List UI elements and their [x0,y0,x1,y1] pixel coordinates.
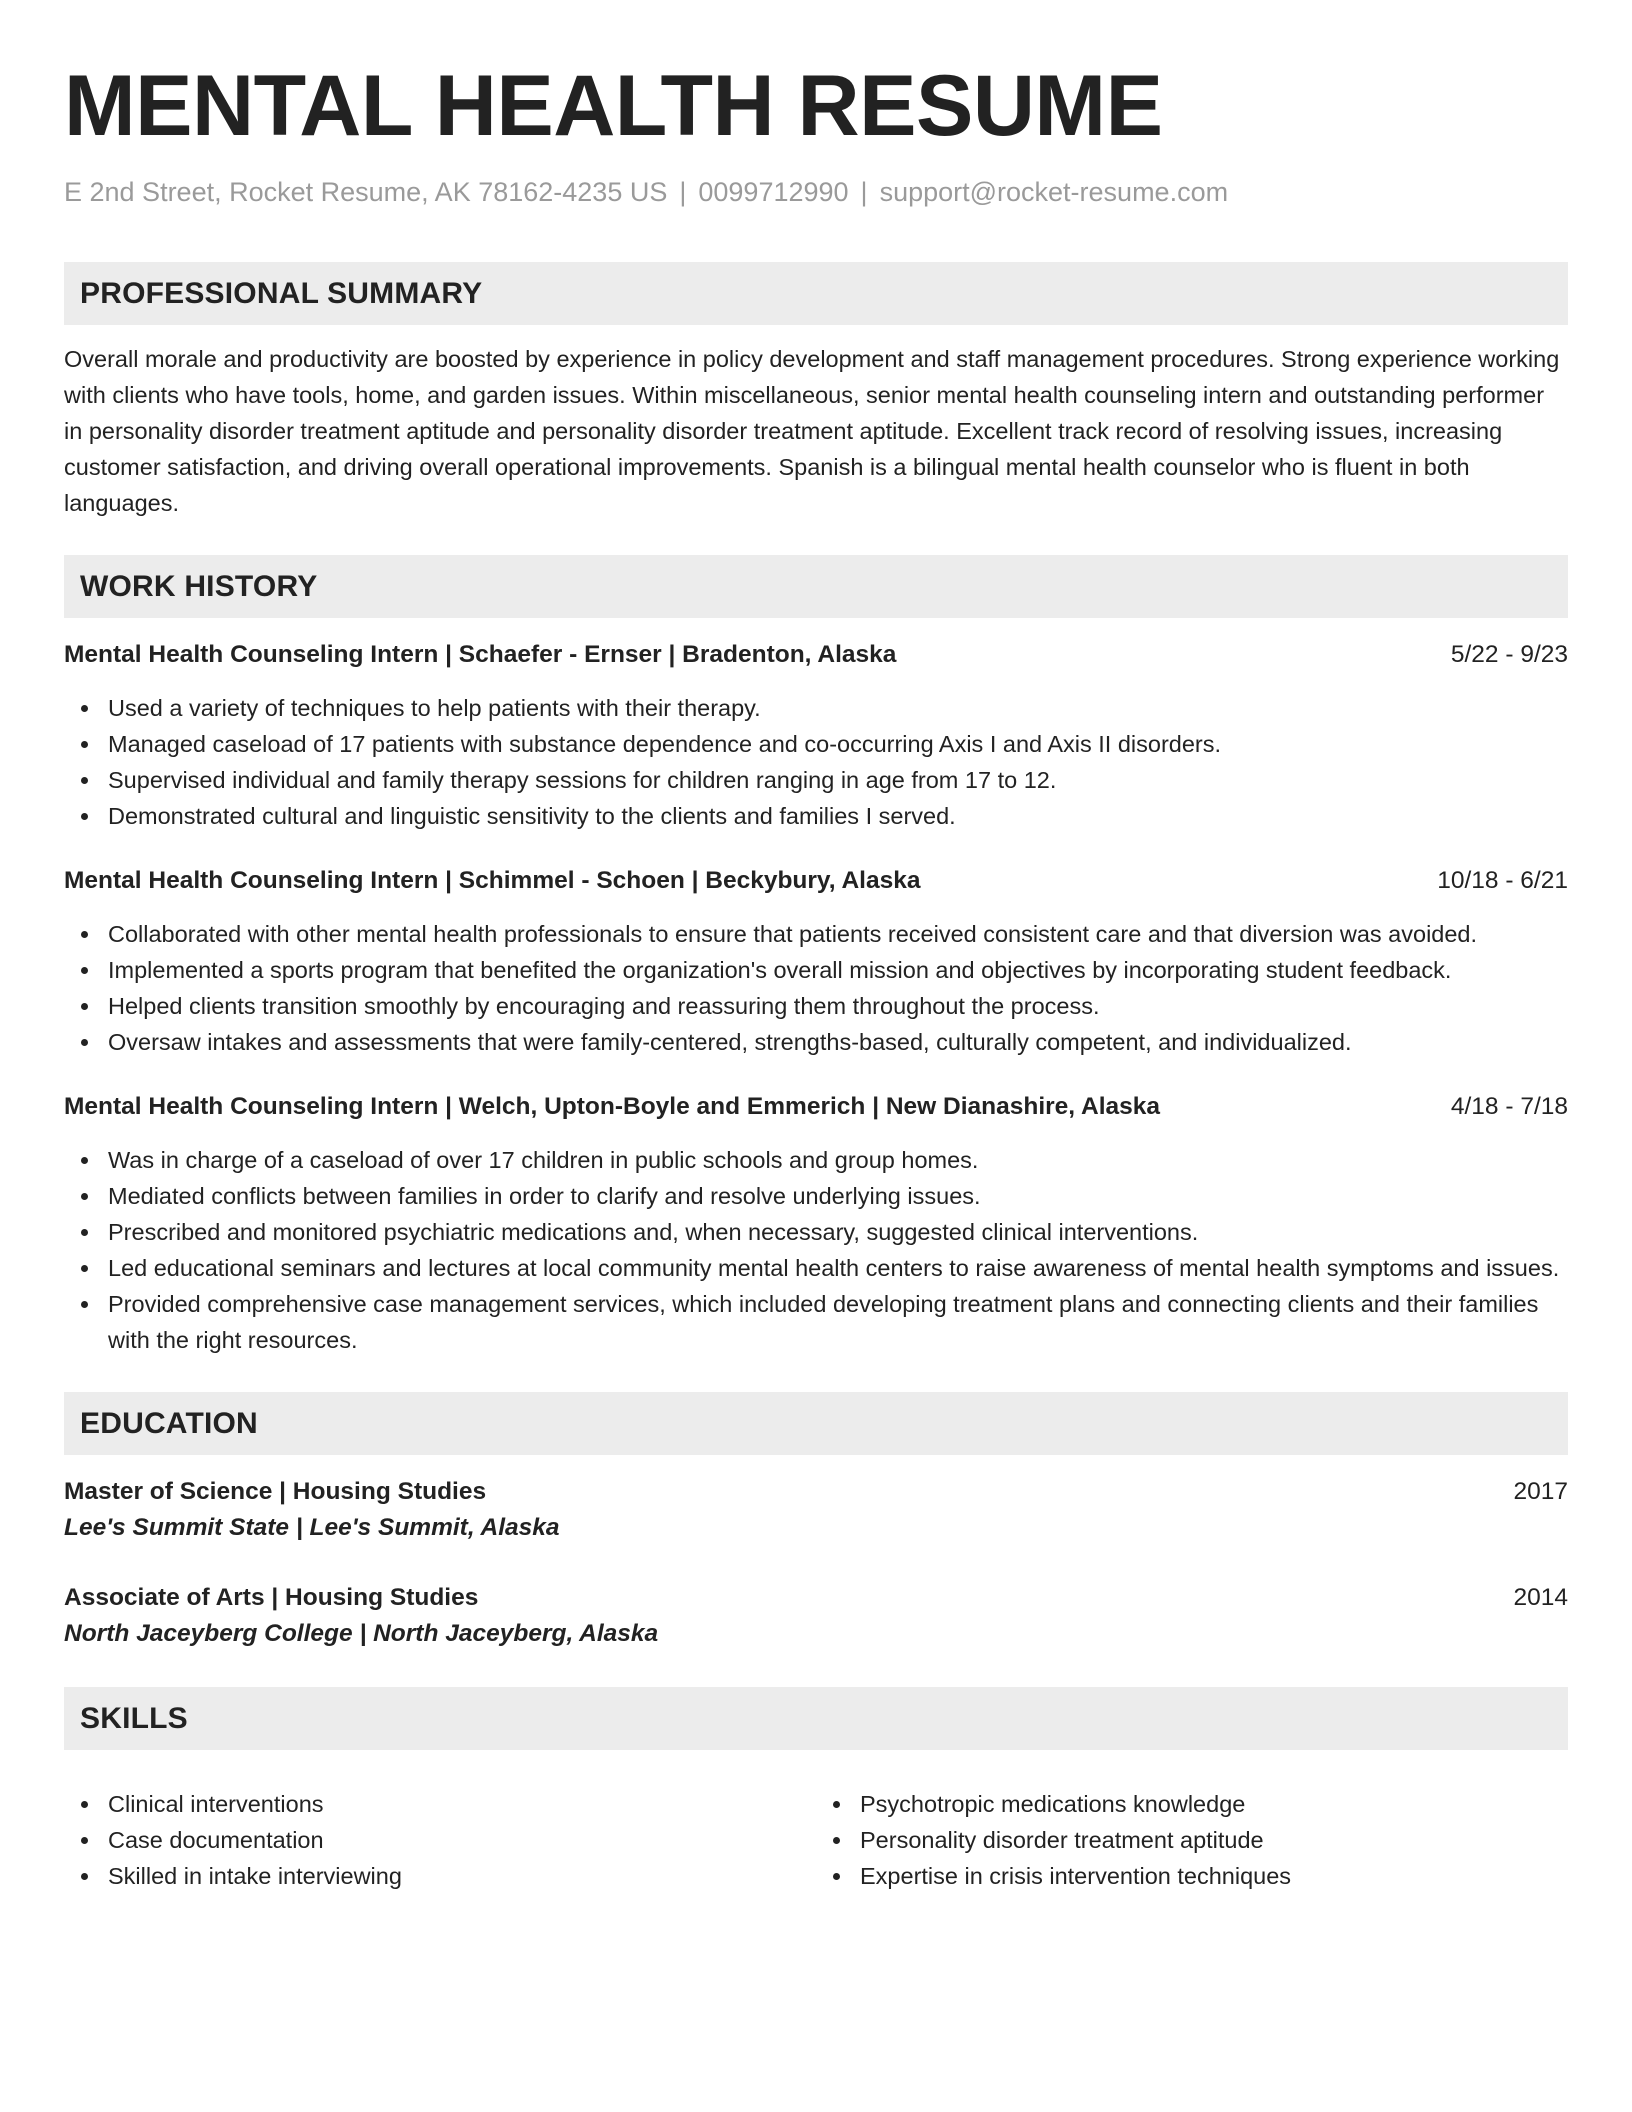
contact-separator: | [860,177,868,207]
job-dates: 10/18 - 6/21 [1437,867,1568,894]
list-item: Mediated conflicts between families in order to clarify and resolve underlying issues. [64,1178,1568,1214]
list-item: Demonstrated cultural and linguistic sensitivity to the clients and families I served. [64,798,1568,834]
contact-address: E 2nd Street, Rocket Resume, AK 78162-4235 US [64,177,668,207]
list-item: Used a variety of techniques to help patients with their therapy. [64,690,1568,726]
job-header [64,1090,1568,1124]
education-header [64,1475,1568,1509]
list-item: Implemented a sports program that benefited the organization's overall mission and objectives by incorporating student feedback. [64,952,1568,988]
skills-column-left [64,1786,816,1894]
education-year: 2014 [1513,1584,1568,1611]
job-dates: 4/18 - 7/18 [1450,1093,1568,1120]
list-item: Was in charge of a caseload of over 17 children in public schools and group homes. [64,1142,1568,1178]
job-bullets [64,690,1568,834]
list-item: Prescribed and monitored psychiatric medications and, when necessary, suggested clinical interventions. [64,1214,1568,1250]
section-header-summary: PROFESSIONAL SUMMARY [64,262,1568,325]
education-year: 2017 [1513,1478,1568,1505]
education-school: Lee's Summit State | Lee's Summit, Alaska [64,1514,560,1541]
job-bullets [64,916,1568,1060]
list-item: Case documentation [64,1822,816,1858]
summary-text: Overall morale and productivity are boosted by experience in policy development and staff management procedures. Strong experience working with clients who have tools, home, and garden issues. Within miscellaneous, senior mental health counseling intern and outstanding performer in personality disorder treatment aptitude and personality disorder treatment aptitude. Excellent track record of resolving issues, increasing customer satisfaction, and driving overall operational improvements. Spanish is a bilingual mental health counselor who is fluent in both languages. [64,346,1560,516]
list-item: Helped clients transition smoothly by encouraging and reassuring them throughout the process. [64,988,1568,1024]
job-bullets [64,1142,1568,1358]
job-header [64,638,1568,672]
contact-phone: 0099712990 [698,177,849,207]
education-degree: Associate of Arts | Housing Studies [64,1584,479,1611]
education-school: North Jaceyberg College | North Jaceyberg, Alaska [64,1620,659,1647]
job-entry [64,1090,1568,1358]
job-dates: 5/22 - 9/23 [1450,641,1568,668]
list-item: Clinical interventions [64,1786,816,1822]
list-item: Psychotropic medications knowledge [816,1786,1568,1822]
section-header-education: EDUCATION [64,1392,1568,1455]
list-item: Oversaw intakes and assessments that were family-centered, strengths-based, culturally competent, and individualized. [64,1024,1568,1060]
contact-separator: | [679,177,687,207]
list-item: Provided comprehensive case management services, which included developing treatment plans and connecting clients and their families with the right resources. [64,1286,1568,1358]
education-degree: Master of Science | Housing Studies [64,1478,487,1505]
education-header [64,1581,1568,1615]
list-item: Collaborated with other mental health professionals to ensure that patients received consistent care and that diversion was avoided. [64,916,1568,952]
list-item: Led educational seminars and lectures at local community mental health centers to raise awareness of mental health symptoms and issues. [64,1250,1568,1286]
list-item: Supervised individual and family therapy sessions for children ranging in age from 17 to 12. [64,762,1568,798]
job-title: Mental Health Counseling Intern | Schaefer - Ernser | Bradenton, Alaska [64,641,897,668]
contact-line [64,174,1568,210]
list-item: Personality disorder treatment aptitude [816,1822,1568,1858]
skills-list [64,1768,1568,1894]
section-header-work-history: WORK HISTORY [64,555,1568,618]
job-title: Mental Health Counseling Intern | Welch, Upton-Boyle and Emmerich | New Dianashire, Alaska [64,1093,1161,1120]
education-entry [64,1475,1568,1547]
skills-column-right [816,1786,1568,1894]
job-entry [64,638,1568,834]
contact-email: support@rocket-resume.com [879,177,1229,207]
job-title: Mental Health Counseling Intern | Schimmel - Schoen | Beckybury, Alaska [64,867,921,894]
list-item: Skilled in intake interviewing [64,1858,816,1894]
resume-title: MENTAL HEALTH RESUME [64,58,1163,154]
list-item: Managed caseload of 17 patients with substance dependence and co-occurring Axis I and Axis II disorders. [64,726,1568,762]
education-entry [64,1581,1568,1653]
list-item: Expertise in crisis intervention techniques [816,1858,1568,1894]
section-header-skills: SKILLS [64,1687,1568,1750]
job-header [64,864,1568,898]
job-entry [64,864,1568,1060]
